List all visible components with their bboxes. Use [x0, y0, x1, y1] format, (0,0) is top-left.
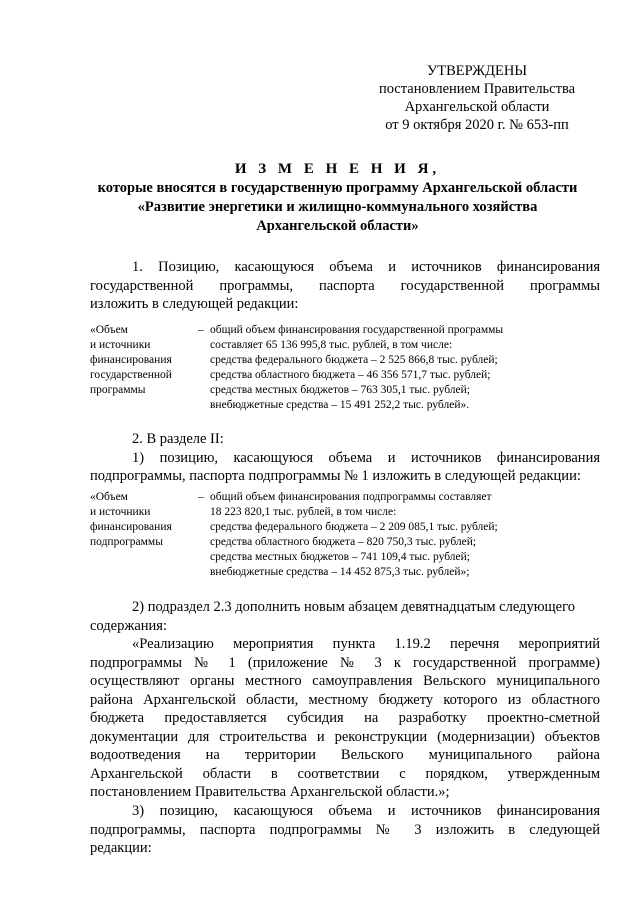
table-cell: финансирования — [90, 521, 172, 533]
table-cell: финансирования — [90, 354, 172, 366]
table-cell: 18 223 820,1 тыс. рублей, в том числе: — [210, 506, 397, 518]
table-cell: и источники — [90, 339, 151, 351]
paragraph-4 — [90, 635, 600, 802]
text-line: 3) позицию, касающуюся объема и источников финансирования — [132, 803, 600, 819]
text-line: редакции: — [90, 840, 152, 856]
table-cell: государственной — [90, 369, 172, 381]
table-cell: средства областного бюджета – 820 750,3 тыс. рублей; — [210, 536, 477, 548]
title-line: «Развитие энергетики и жилищно-коммунального хозяйства — [137, 199, 538, 215]
table-right-column — [210, 323, 610, 413]
text-line: подпрограммы № 1 (приложение № 3 к государственной программе) — [90, 654, 600, 671]
approval-stamp — [372, 62, 582, 134]
text-line: водоотведения на территории Вельского муниципального района — [90, 747, 600, 763]
table-cell: внебюджетные средства – 15 491 252,2 тыс. рублей». — [210, 399, 470, 411]
table-cell: подпрограммы — [90, 536, 163, 548]
funding-table-1 — [90, 323, 610, 418]
paragraph-3 — [90, 598, 600, 635]
table-dash: – — [198, 324, 204, 336]
paragraph-1 — [90, 258, 600, 314]
text-line: содержания: — [90, 617, 168, 634]
table-cell: программы — [90, 384, 146, 396]
approved-line: Архангельской области — [404, 99, 550, 115]
text-line: бюджета предоставляется субсидия на разработку проектно-сметной — [90, 710, 600, 726]
text-line: «Реализацию мероприятия пункта 1.19.2 перечня мероприятий — [132, 636, 600, 652]
text-line: района Архангельской области, местному бюджету которого из областного — [90, 691, 600, 708]
paragraph-5 — [90, 802, 600, 858]
document-title — [70, 160, 605, 236]
text-line: документации для строительства и реконструкции (модернизации) объектов — [90, 728, 600, 745]
approved-date: от 9 октября 2020 г. № 653-пп — [385, 117, 569, 133]
approved-line: постановлением Правительства — [378, 81, 576, 97]
table-cell: «Объем — [90, 324, 128, 336]
table-cell: средства областного бюджета – 46 356 571,7 тыс. рублей; — [210, 369, 491, 381]
table-cell: средства местных бюджетов – 763 305,1 тыс. рублей; — [210, 384, 470, 396]
text-line: государственной программы, паспорта государственной программы — [90, 277, 600, 294]
table-cell: «Объем — [90, 491, 128, 503]
table-left-column — [90, 323, 190, 398]
text-line: постановлением Правительства Архангельской области.»; — [90, 784, 450, 800]
table-cell: и источники — [90, 506, 151, 518]
text-line: изложить в следующей редакции: — [90, 296, 299, 312]
table-cell: внебюджетные средства – 14 452 875,3 тыс. рублей»; — [210, 566, 470, 578]
title-line: Архангельской области» — [256, 218, 419, 234]
text-line: 1) позицию, касающуюся объема и источников финансирования — [132, 449, 600, 466]
funding-table-2 — [90, 490, 610, 585]
table-cell: общий объем финансирования государственной программы — [210, 324, 504, 336]
table-right-column — [210, 490, 610, 580]
table-cell: средства федерального бюджета – 2 525 866,8 тыс. рублей; — [210, 354, 498, 366]
approved-heading: УТВЕРЖДЕНЫ — [426, 63, 528, 79]
text-line: Архангельской области в соответствии с порядком, утвержденным — [90, 765, 600, 782]
table-left-column — [90, 490, 190, 550]
text-line: 1. Позицию, касающуюся объема и источников финансирования — [132, 259, 600, 275]
text-line: 2. В разделе II: — [132, 431, 224, 447]
paragraph-2 — [90, 430, 600, 486]
text-line: подпрограммы, паспорта подпрограммы № 1 изложить в следующей редакции: — [90, 468, 581, 484]
text-line: подпрограммы, паспорта подпрограммы № 3 изложить в следующей — [90, 821, 600, 838]
title-line: которые вносятся в государственную программу Архангельской области — [97, 180, 578, 196]
title-heading: И З М Е Н Е Н И Я, — [234, 161, 441, 177]
table-cell: средства местных бюджетов – 741 109,4 тыс. рублей; — [210, 551, 470, 563]
text-line: 2) подраздел 2.3 дополнить новым абзацем девятнадцатым следующего — [132, 599, 575, 615]
table-cell: общий объем финансирования подпрограммы составляет — [210, 491, 492, 503]
table-dash: – — [198, 491, 204, 503]
text-line: осуществляют органы местного самоуправления Вельского муниципального — [90, 673, 600, 689]
table-cell: составляет 65 136 995,8 тыс. рублей, в том числе: — [210, 339, 453, 351]
table-cell: средства федерального бюджета – 2 209 085,1 тыс. рублей; — [210, 521, 498, 533]
